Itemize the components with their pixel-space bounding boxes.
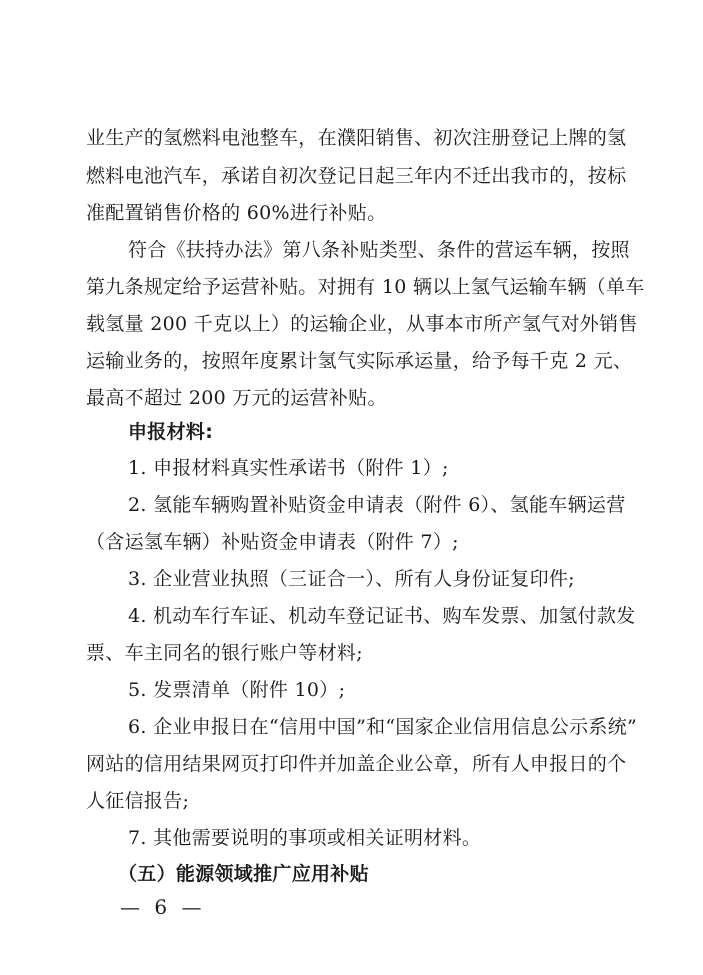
list-item: 6. 企业申报日在“信用中国”和“国家企业信用信息公示系统”: [128, 716, 638, 738]
paragraph-line: 最高不超过 200 万元的运营补贴。: [86, 387, 387, 409]
paragraph-line: 准配置销售价格的 60%进行补贴。: [86, 202, 387, 224]
list-item: 4. 机动车行车证、机动车登记证书、购车发票、加氢付款发: [128, 605, 636, 627]
subsection-heading: （五）能源领域推广应用补贴: [118, 863, 369, 885]
paragraph-line: 第九条规定给予运营补贴。对拥有 10 辆以上氢气运输车辆（单车: [86, 276, 645, 298]
list-item: 3. 企业营业执照（三证合一）、所有人身份证复印件;: [128, 568, 575, 590]
list-item: 2. 氢能车辆购置补贴资金申请表（附件 6）、氢能车辆运营: [128, 494, 626, 516]
paragraph-line: 业生产的氢燃料电池整车，在濮阳销售、初次注册登记上牌的氢: [86, 127, 627, 149]
list-item-continued: 网站的信用结果网页打印件并加盖企业公章，所有人申报日的个: [86, 753, 627, 775]
paragraph-line: 燃料电池汽车，承诺自初次登记日起三年内不迁出我市的，按标: [86, 165, 627, 187]
list-item: 1. 申报材料真实性承诺书（附件 1）;: [128, 457, 449, 479]
paragraph-line: 载氢量 200 千克以上）的运输企业，从事本市所产氢气对外销售: [86, 313, 638, 335]
page-number: — 6 —: [120, 895, 206, 919]
section-heading: 申报材料:: [128, 421, 214, 443]
list-item-continued: （含运氢车辆）补贴资金申请表（附件 7）;: [86, 531, 459, 553]
list-item: 7. 其他需要说明的事项或相关证明材料。: [128, 827, 482, 849]
list-item-continued: 人征信报告;: [86, 790, 190, 812]
paragraph-line: 运输业务的，按照年度累计氢气实际承运量，给予每千克 2 元、: [86, 350, 633, 372]
list-item-continued: 票、车主同名的银行账户等材料;: [86, 642, 363, 664]
paragraph-line: 符合《扶持办法》第八条补贴类型、条件的营运车辆，按照: [128, 239, 630, 261]
list-item: 5. 发票清单（附件 10）;: [128, 679, 346, 701]
